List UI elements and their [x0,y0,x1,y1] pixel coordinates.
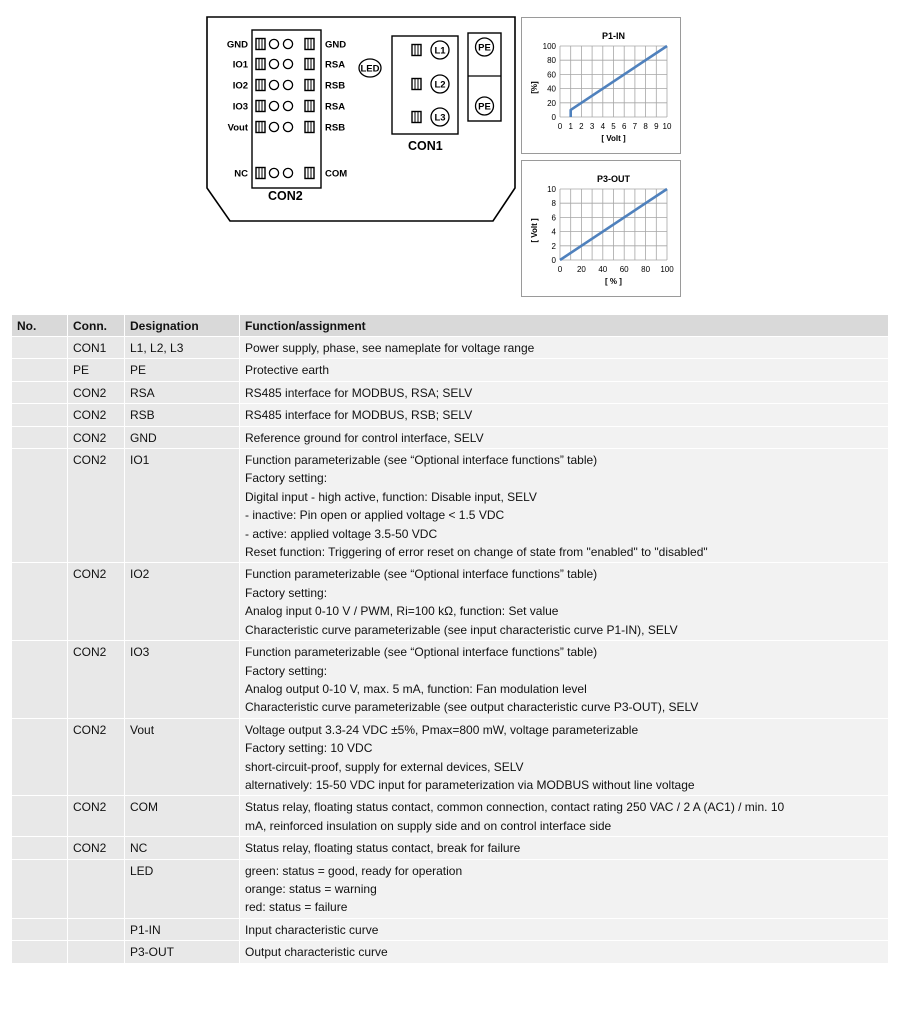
table-row [12,449,888,562]
function-line: orange: status = warning [245,881,377,896]
function-line: Reference ground for control interface, SELV [245,430,484,445]
function-line: green: status = good, ready for operation [245,863,463,878]
x-tick-label: 3 [589,122,595,131]
chart-p1-in [521,17,681,154]
cell-designation: GND [125,427,239,448]
function-line: RS485 interface for MODBUS, RSB; SELV [245,408,473,423]
con2-left-label: IO2 [232,80,248,92]
y-tick-label: 10 [547,185,556,194]
chart-title: P1-IN [601,31,626,41]
led-label: LED [360,63,380,75]
cell-function [240,449,888,562]
x-tick-label: 0 [557,265,563,274]
cell-no [12,641,67,718]
cell-designation: IO1 [125,449,239,562]
x-tick-label: 10 [662,122,672,131]
function-line: Function parameterizable (see “Optional interface functions” table) [245,567,598,582]
con2-right-label: RSB [325,122,346,134]
cell-function [240,382,888,403]
function-line: Status relay, floating status contact, break for failure [245,841,521,856]
table-row [12,563,888,640]
cell-designation: RSA [125,382,239,403]
y-tick-label: 8 [551,199,556,209]
cell-designation: L1, L2, L3 [125,337,239,358]
cell-conn [68,860,124,918]
cell-function [240,641,888,718]
function-line: Characteristic curve parameterizable (see output characteristic curve P3-OUT), SELV [245,700,699,715]
function-line: Function parameterizable (see “Optional interface functions” table) [245,645,598,660]
cell-designation: IO3 [125,641,239,718]
function-line: Factory setting: [245,471,328,486]
cell-conn: CON2 [68,404,124,425]
function-line: Factory setting: 10 VDC [245,741,373,756]
cell-conn: CON2 [68,837,124,858]
y-tick-label: 0 [551,256,556,265]
cell-no [12,860,67,918]
cell-function [240,719,888,796]
x-tick-label: 40 [598,265,608,274]
pe-label-top: PE [478,42,491,54]
header-function: Function/assignment [240,315,888,336]
cell-conn: CON2 [68,427,124,448]
cell-conn: CON2 [68,449,124,562]
y-axis-label: [%] [530,81,539,94]
cell-conn [68,919,124,940]
function-line: Protective earth [245,363,330,378]
x-tick-label: 7 [632,122,638,131]
cell-designation: LED [125,860,239,918]
cell-function [240,563,888,640]
series-line [571,46,667,117]
function-line: RS485 interface for MODBUS, RSA; SELV [245,385,473,400]
con2-right-label: RSB [325,80,346,92]
x-tick-label: 0 [557,122,563,131]
function-line: Power supply, phase, see nameplate for voltage range [245,341,535,355]
function-line: red: status = failure [245,900,348,915]
function-line: Output characteristic curve [245,945,388,960]
table-row [12,860,888,918]
cell-no [12,941,67,962]
con2-left-label: GND [226,39,248,51]
cell-no [12,719,67,796]
y-axis-label: [ Volt ] [530,218,539,243]
con2-left-label: NC [234,168,248,180]
chart-p1-in-svg [522,18,680,153]
cell-designation: P3-OUT [125,941,239,962]
con1-title: CON1 [408,139,443,153]
function-line: Factory setting: [245,585,328,600]
pin-assignment-table [11,314,889,964]
table-row [12,382,888,403]
con2-title: CON2 [268,189,303,203]
table-row [12,796,888,836]
cell-function [240,427,888,448]
y-tick-label: 0 [551,113,556,122]
cell-function [240,941,888,962]
con2-right-label: RSA [325,101,346,113]
y-tick-label: 20 [547,98,556,108]
cell-designation: RSB [125,404,239,425]
cell-function [240,359,888,380]
con2-left-label: Vout [227,122,248,134]
cell-no [12,359,67,380]
pe-label-bottom: PE [478,101,491,113]
con2-left-label: IO1 [232,59,248,71]
function-line: Digital input - high active, function: Disable input, SELV [245,489,537,504]
function-line: Reset function: Triggering of error reset on change of state from "enabled" to "disabled" [245,545,708,560]
function-line: Analog input 0-10 V / PWM, Ri=100 kΩ, function: Set value [245,604,559,619]
table-row [12,941,888,962]
table-row [12,337,888,358]
header-designation: Designation [125,315,239,336]
cell-no [12,796,67,836]
function-line: Status relay, floating status contact, common connection, contact rating 250 VAC / 2 A (AC1) / min. 10 [245,800,785,815]
cell-designation: IO2 [125,563,239,640]
cell-conn: CON2 [68,796,124,836]
cell-designation: NC [125,837,239,858]
cell-function [240,337,888,358]
table-row [12,837,888,858]
x-tick-label: 80 [641,265,651,274]
cell-no [12,919,67,940]
table-header-row [12,315,888,336]
con1-terminal-label: L1 [434,45,446,57]
con2-right-label: GND [325,39,347,51]
chart-p3-out [521,160,681,297]
chart-p3-out-svg [522,161,680,296]
function-line: - active: applied voltage 3.5-50 VDC [245,526,438,541]
cell-no [12,427,67,448]
function-line: Factory setting: [245,663,328,678]
y-tick-label: 60 [547,70,556,80]
x-tick-label: 1 [568,122,573,131]
y-tick-label: 80 [547,56,556,66]
cell-function [240,860,888,918]
cell-conn: CON2 [68,719,124,796]
table-row [12,919,888,940]
con2-right-label: COM [325,168,348,180]
x-tick-label: 6 [621,122,627,131]
cell-no [12,449,67,562]
function-line: Input characteristic curve [245,922,379,937]
function-line: mA, reinforced insulation on supply side and on control interface side [245,818,612,833]
cell-no [12,337,67,358]
cell-designation: P1-IN [125,919,239,940]
x-tick-label: 9 [654,122,659,131]
cell-conn: PE [68,359,124,380]
x-axis-label: [ Volt ] [601,134,626,143]
function-line: Characteristic curve parameterizable (see input characteristic curve P1-IN), SELV [245,622,678,637]
con2-left-label: IO3 [232,101,248,113]
x-tick-label: 4 [600,122,606,131]
cell-conn: CON2 [68,563,124,640]
function-line: alternatively: 15-50 VDC input for parameterization via MODBUS without line voltage [245,777,695,792]
x-tick-label: 100 [660,265,674,274]
cell-no [12,563,67,640]
x-tick-label: 5 [611,122,616,131]
cell-conn: CON2 [68,641,124,718]
header-no: No. [12,315,67,336]
cell-no [12,837,67,858]
x-tick-label: 20 [576,265,586,274]
header-conn: Conn. [68,315,124,336]
cell-conn: CON1 [68,337,124,358]
table-row [12,427,888,448]
cell-function [240,837,888,858]
x-axis-label: [ % ] [605,277,622,286]
connection-diagram [0,0,520,230]
function-line: - inactive: Pin open or applied voltage < 1.5 VDC [245,508,505,523]
table-row [12,404,888,425]
cell-designation: Vout [125,719,239,796]
cell-no [12,382,67,403]
con1-terminal-label: L2 [434,79,446,91]
cell-designation: PE [125,359,239,380]
cell-conn: CON2 [68,382,124,403]
y-tick-label: 2 [551,241,556,251]
table-row [12,719,888,796]
cell-no [12,404,67,425]
y-tick-label: 100 [542,42,556,51]
cell-function [240,404,888,425]
y-tick-label: 4 [551,227,556,237]
con2-right-label: RSA [325,59,346,71]
x-tick-label: 60 [619,265,629,274]
con1-terminal-label: L3 [434,112,446,124]
y-tick-label: 6 [551,213,556,223]
x-tick-label: 2 [579,122,584,131]
function-line: Analog output 0-10 V, max. 5 mA, function: Fan modulation level [245,681,587,696]
function-line: short-circuit-proof, supply for external devices, SELV [245,759,524,774]
function-line: Voltage output 3.3-24 VDC ±5%, Pmax=800 mW, voltage parameterizable [245,722,639,737]
y-tick-label: 40 [547,84,556,94]
function-line: Function parameterizable (see “Optional interface functions” table) [245,453,598,468]
chart-title: P3-OUT [596,174,631,184]
table-row [12,359,888,380]
x-tick-label: 8 [643,122,648,131]
table-row [12,641,888,718]
cell-function [240,919,888,940]
cell-conn [68,941,124,962]
cell-function [240,796,888,836]
cell-designation: COM [125,796,239,836]
